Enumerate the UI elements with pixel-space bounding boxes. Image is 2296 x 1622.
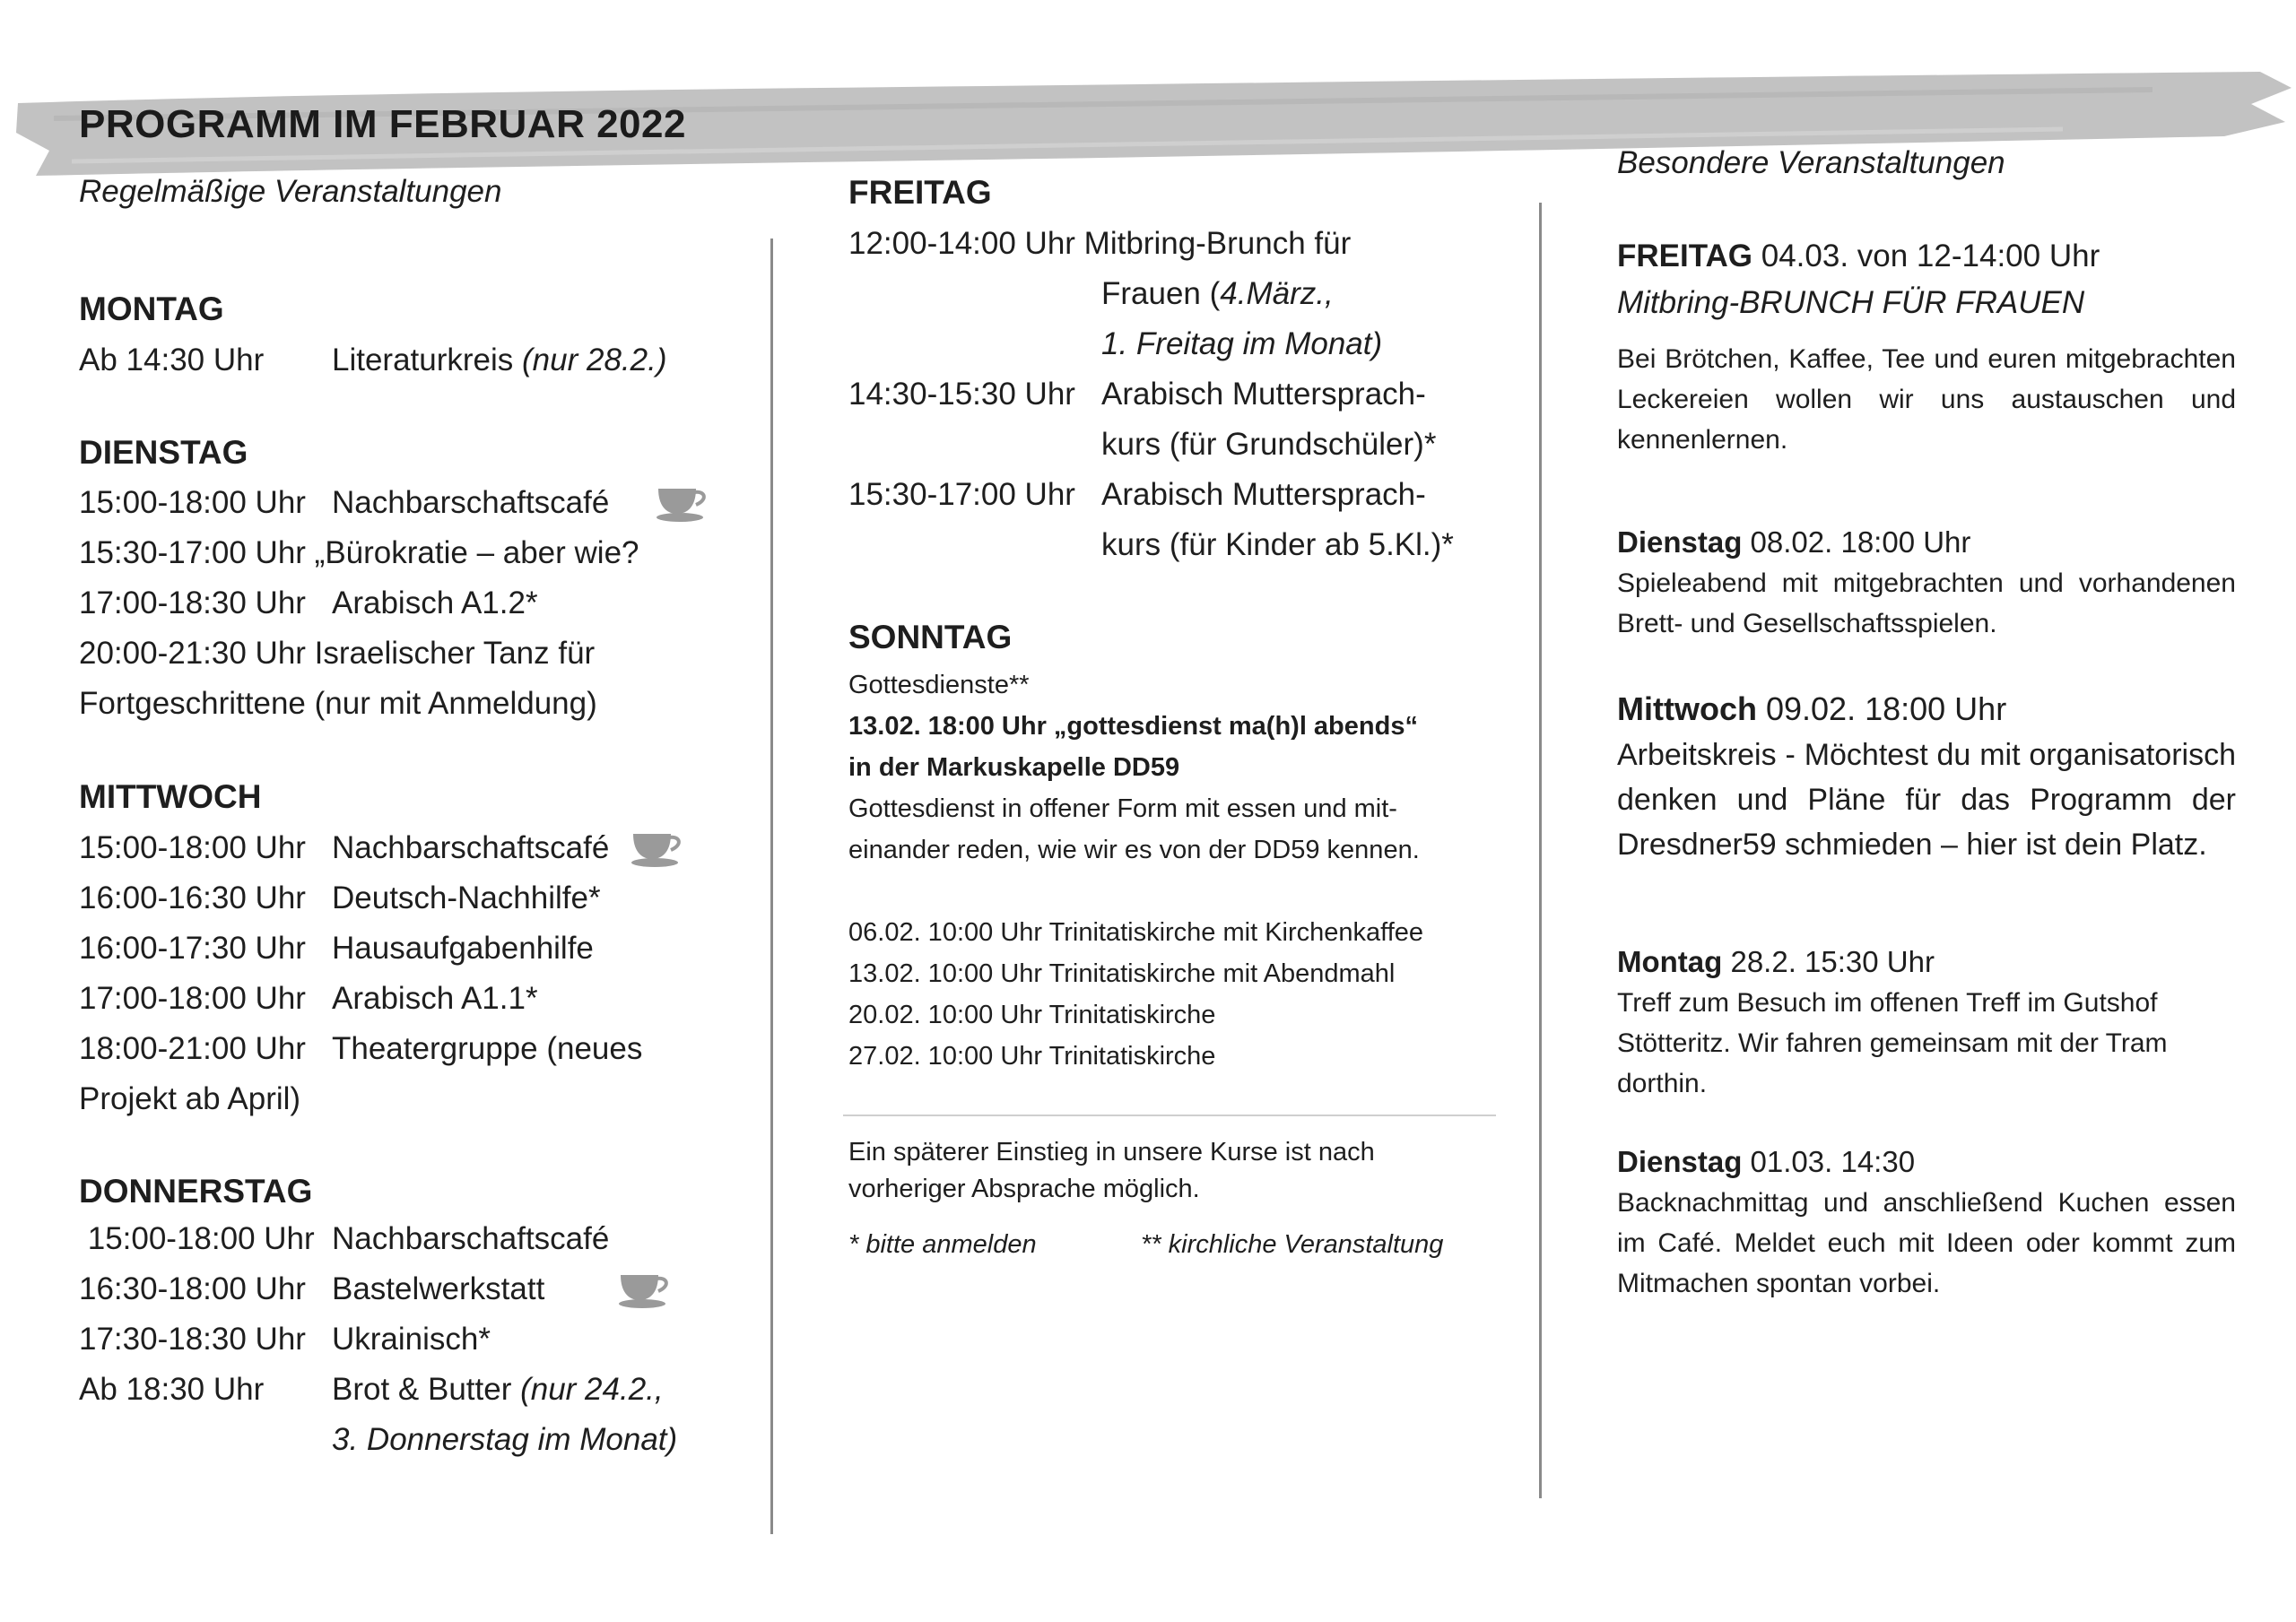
event-time: 18:00-21:00 Uhr xyxy=(79,1031,306,1066)
event-header: Dienstag 08.02. 18:00 Uhr xyxy=(1617,525,1971,559)
wednesday-rows xyxy=(79,823,743,1124)
special-event-gutshof xyxy=(1617,941,2236,1104)
column-divider-left xyxy=(770,239,773,1534)
course-note-line2: vorheriger Absprache möglich. xyxy=(848,1175,1200,1203)
friday-row-2 xyxy=(848,369,1494,420)
thursday-row-1 xyxy=(79,1214,743,1264)
service-item: 27.02. 10:00 Uhr Trinitatiskirche xyxy=(848,1042,1216,1071)
event-header: FREITAG 04.03. von 12-14:00 Uhr xyxy=(1617,239,2100,273)
event-activity: Nachbarschaftscafé xyxy=(332,485,610,520)
event-text: 12:00-14:00 Uhr Mitbring-Brunch für xyxy=(848,226,1352,261)
thursday-row-2 xyxy=(79,1264,743,1314)
event-time: Ab 14:30 Uhr xyxy=(79,343,265,377)
event-activity: Deutsch-Nachhilfe* xyxy=(332,880,601,915)
special-events-subtitle: Besondere Veranstaltungen xyxy=(1617,145,2005,180)
event-activity: Theatergruppe (neues xyxy=(332,1031,643,1066)
coffee-cup-icon xyxy=(615,1270,674,1311)
regular-events-subtitle: Regelmäßige Veranstaltungen xyxy=(79,174,502,209)
thursday-row-3 xyxy=(79,1314,743,1365)
tuesday-row-3 xyxy=(79,578,743,629)
event-activity: Arabisch Muttersprach- xyxy=(1101,377,1426,412)
event-time: 17:00-18:30 Uhr xyxy=(79,585,306,620)
footnote-church: ** kirchliche Veranstaltung xyxy=(1141,1230,1444,1259)
sunday-block xyxy=(848,664,1494,1077)
course-note xyxy=(848,1134,1494,1208)
event-time: 15:30-17:00 Uhr xyxy=(848,477,1075,512)
special-service-line2: in der Markuskapelle DD59 xyxy=(848,753,1180,782)
event-text: 15:30-17:00 Uhr „Bürokratie – aber wie? xyxy=(79,535,639,570)
friday-heading: FREITAG xyxy=(848,174,992,211)
event-activity: Nachbarschaftscafé xyxy=(332,1221,610,1256)
event-time: 15:00-18:00 Uhr xyxy=(79,1221,315,1256)
footer-separator xyxy=(843,1115,1496,1116)
special-event-games xyxy=(1617,522,2236,644)
friday-row-3b xyxy=(848,520,1494,570)
tuesday-rows xyxy=(79,478,743,729)
event-header: Montag 28.2. 15:30 Uhr xyxy=(1617,945,1935,978)
event-activity: Nachbarschaftscafé xyxy=(332,830,610,865)
event-description: Spieleabend mit mitgebrachten und vorhandenen Brett- und Gesellschaftsspielen. xyxy=(1617,568,2236,638)
course-note-line1: Ein späterer Einstieg in unsere Kurse ist nach xyxy=(848,1138,1375,1167)
wednesday-row-4 xyxy=(79,974,743,1024)
event-activity: Arabisch A1.1* xyxy=(332,981,538,1016)
footnote-registration: * bitte anmelden xyxy=(848,1230,1037,1259)
wednesday-row-1 xyxy=(79,823,743,873)
monday-heading: MONTAG xyxy=(79,291,224,327)
event-activity: kurs (für Grundschüler)* xyxy=(1101,427,1437,462)
services-label: Gottesdienste** xyxy=(848,671,1030,699)
tuesday-row-4 xyxy=(79,629,743,679)
event-activity: kurs (für Kinder ab 5.Kl.)* xyxy=(1101,527,1454,562)
sunday-heading: SONNTAG xyxy=(848,619,1013,655)
monday-row xyxy=(79,335,743,386)
event-time: Ab 18:30 Uhr xyxy=(79,1372,265,1407)
page-title: PROGRAMM IM FEBRUAR 2022 xyxy=(79,102,686,146)
event-time: 14:30-15:30 Uhr xyxy=(848,377,1075,412)
thursday-rows xyxy=(79,1214,743,1465)
event-activity: Arabisch A1.2* xyxy=(332,585,538,620)
friday-row-1 xyxy=(848,219,1494,269)
wednesday-row-2 xyxy=(79,873,743,924)
wednesday-heading: MITTWOCH xyxy=(79,778,262,815)
service-item: 13.02. 10:00 Uhr Trinitatiskirche mit Abendmahl xyxy=(848,959,1396,988)
special-event-brunch xyxy=(1617,233,2236,460)
event-activity: Literaturkreis (nur 28.2.) xyxy=(332,343,667,377)
thursday-row-cont xyxy=(79,1415,743,1465)
special-event-baking xyxy=(1617,1141,2236,1304)
friday-rows xyxy=(848,219,1494,570)
event-activity: Brot & Butter (nur 24.2., xyxy=(332,1372,664,1407)
service-description-line1: Gottesdienst in offener Form mit essen und mit- xyxy=(848,794,1397,823)
event-header: Dienstag 01.03. 14:30 xyxy=(1617,1145,1916,1178)
wednesday-row-3 xyxy=(79,924,743,974)
event-note: 3. Donnerstag im Monat) xyxy=(332,1422,678,1457)
event-time: 16:00-17:30 Uhr xyxy=(79,931,306,966)
event-time: 16:30-18:00 Uhr xyxy=(79,1271,306,1306)
event-activity: Bastelwerkstatt xyxy=(332,1271,545,1306)
event-note: 1. Freitag im Monat) xyxy=(1101,326,1383,361)
thursday-heading: DONNERSTAG xyxy=(79,1173,313,1210)
service-item: 20.02. 10:00 Uhr Trinitatiskirche xyxy=(848,1001,1216,1029)
special-service-line1: 13.02. 18:00 Uhr „gottesdienst ma(h)l abends“ xyxy=(848,712,1418,741)
coffee-cup-icon xyxy=(628,828,687,870)
tuesday-row-5 xyxy=(79,679,743,729)
event-description: Arbeitskreis - Möchtest du mit organisatorisch denken und Pläne für das Programm der Dresdner59 schmieden – hier ist dein Platz. xyxy=(1617,738,2236,862)
event-text: 20:00-21:30 Uhr Israelischer Tanz für xyxy=(79,636,596,671)
event-time: 15:00-18:00 Uhr xyxy=(79,485,306,520)
event-time: 17:30-18:30 Uhr xyxy=(79,1322,306,1357)
event-title: Mitbring-BRUNCH FÜR FRAUEN xyxy=(1617,285,2085,320)
column-divider-right xyxy=(1539,203,1542,1498)
special-event-working-group xyxy=(1617,686,2236,867)
friday-row-1b xyxy=(848,269,1494,319)
event-text: Fortgeschrittene (nur mit Anmeldung) xyxy=(79,686,597,721)
event-description: Treff zum Besuch im offenen Treff im Gutshof Stötteritz. Wir fahren gemeinsam mit der Tram dorthin. xyxy=(1617,988,2168,1098)
wednesday-row-5 xyxy=(79,1024,743,1074)
tuesday-heading: DIENSTAG xyxy=(79,434,248,471)
event-description: Bei Brötchen, Kaffee, Tee und euren mitgebrachten Leckereien wollen wir uns austauschen und kennenlernen. xyxy=(1617,344,2236,455)
event-activity: Ukrainisch* xyxy=(332,1322,491,1357)
event-activity: Hausaufgabenhilfe xyxy=(332,931,594,966)
event-activity: Arabisch Muttersprach- xyxy=(1101,477,1426,512)
event-time: 16:00-16:30 Uhr xyxy=(79,880,306,915)
friday-row-3 xyxy=(848,470,1494,520)
event-time: 15:00-18:00 Uhr xyxy=(79,830,306,865)
event-description: Backnachmittag und anschließend Kuchen essen im Café. Meldet euch mit Ideen oder kommt zum Mitmachen spontan vorbei. xyxy=(1617,1188,2236,1298)
service-description-line2: einander reden, wie wir es von der DD59 kennen. xyxy=(848,836,1420,864)
service-item: 06.02. 10:00 Uhr Trinitatiskirche mit Kirchenkaffee xyxy=(848,918,1424,947)
friday-row-2b xyxy=(848,420,1494,470)
friday-row-1c xyxy=(848,319,1494,369)
wednesday-row-cont xyxy=(79,1074,743,1124)
event-time: 17:00-18:00 Uhr xyxy=(79,981,306,1016)
thursday-row-4 xyxy=(79,1365,743,1415)
event-header: Mittwoch 09.02. 18:00 Uhr xyxy=(1617,690,2007,727)
coffee-cup-icon xyxy=(653,483,712,525)
tuesday-row-2 xyxy=(79,528,743,578)
event-activity: Frauen (4.März., xyxy=(1101,276,1334,311)
tuesday-row-1 xyxy=(79,478,743,528)
event-text: Projekt ab April) xyxy=(79,1081,301,1116)
